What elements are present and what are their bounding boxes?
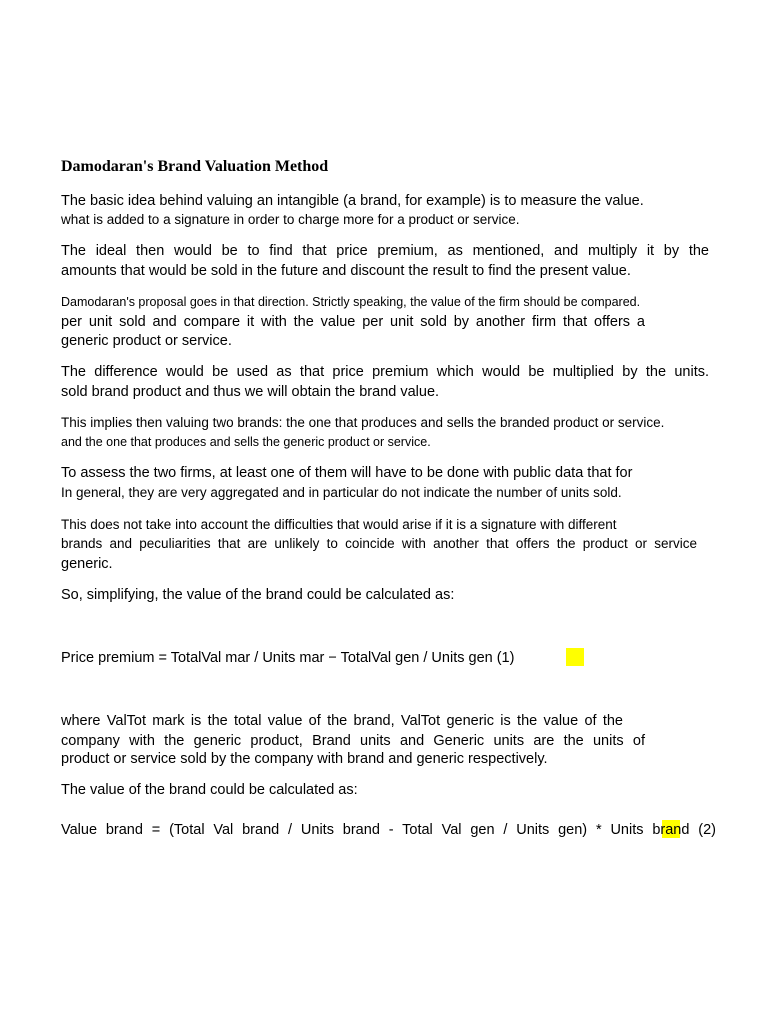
- text-line: and the one that produces and sells the generic product or service.: [61, 435, 431, 449]
- text-line: what is added to a signature in order to charge more for a product or service.: [61, 212, 520, 227]
- text-line: generic.: [61, 556, 113, 572]
- text-line: The basic idea behind valuing an intangible (a brand, for example) is to measure the value.: [61, 193, 644, 209]
- text-line: The value of the brand could be calculated as:: [61, 782, 358, 798]
- formula-brand-value: Value brand = (Total Val brand / Units brand - Total Val gen / Units gen) * Units brand (2): [61, 822, 716, 838]
- formula-price-premium: Price premium = TotalVal mar / Units mar − TotalVal gen / Units gen (1): [61, 650, 515, 666]
- text-line: brands and peculiarities that are unlikely to coincide with another that offers the product or service: [61, 536, 697, 551]
- text-line: Damodaran's proposal goes in that direction. Strictly speaking, the value of the firm should be compared.: [61, 295, 641, 309]
- text-line: So, simplifying, the value of the brand could be calculated as:: [61, 587, 455, 603]
- text-line: This does not take into account the difficulties that would arise if it is a signature with different: [61, 517, 617, 532]
- highlight-mark: [566, 648, 584, 666]
- text-line: company with the generic product, Brand units and Generic units are the units of: [61, 733, 645, 749]
- document-title: Damodaran's Brand Valuation Method: [61, 158, 329, 175]
- text-line: In general, they are very aggregated and in particular do not indicate the number of units sold.: [61, 485, 622, 500]
- text-line: To assess the two firms, at least one of them will have to be done with public data that for: [61, 465, 633, 481]
- text-line: product or service sold by the company with brand and generic respectively.: [61, 751, 548, 767]
- text-line: per unit sold and compare it with the value per unit sold by another firm that offers a: [61, 314, 645, 330]
- text-line: generic product or service.: [61, 333, 232, 349]
- text-line: sold brand product and thus we will obtain the brand value.: [61, 384, 440, 400]
- text-line: The ideal then would be to find that price premium, as mentioned, and multiply it by the: [61, 243, 709, 259]
- text-line: The difference would be used as that price premium which would be multiplied by the units.: [61, 364, 709, 380]
- text-line: where ValTot mark is the total value of the brand, ValTot generic is the value of the: [61, 713, 623, 729]
- text-line: This implies then valuing two brands: the one that produces and sells the branded product or service.: [61, 415, 665, 430]
- text-line: amounts that would be sold in the future and discount the result to find the present value.: [61, 263, 631, 279]
